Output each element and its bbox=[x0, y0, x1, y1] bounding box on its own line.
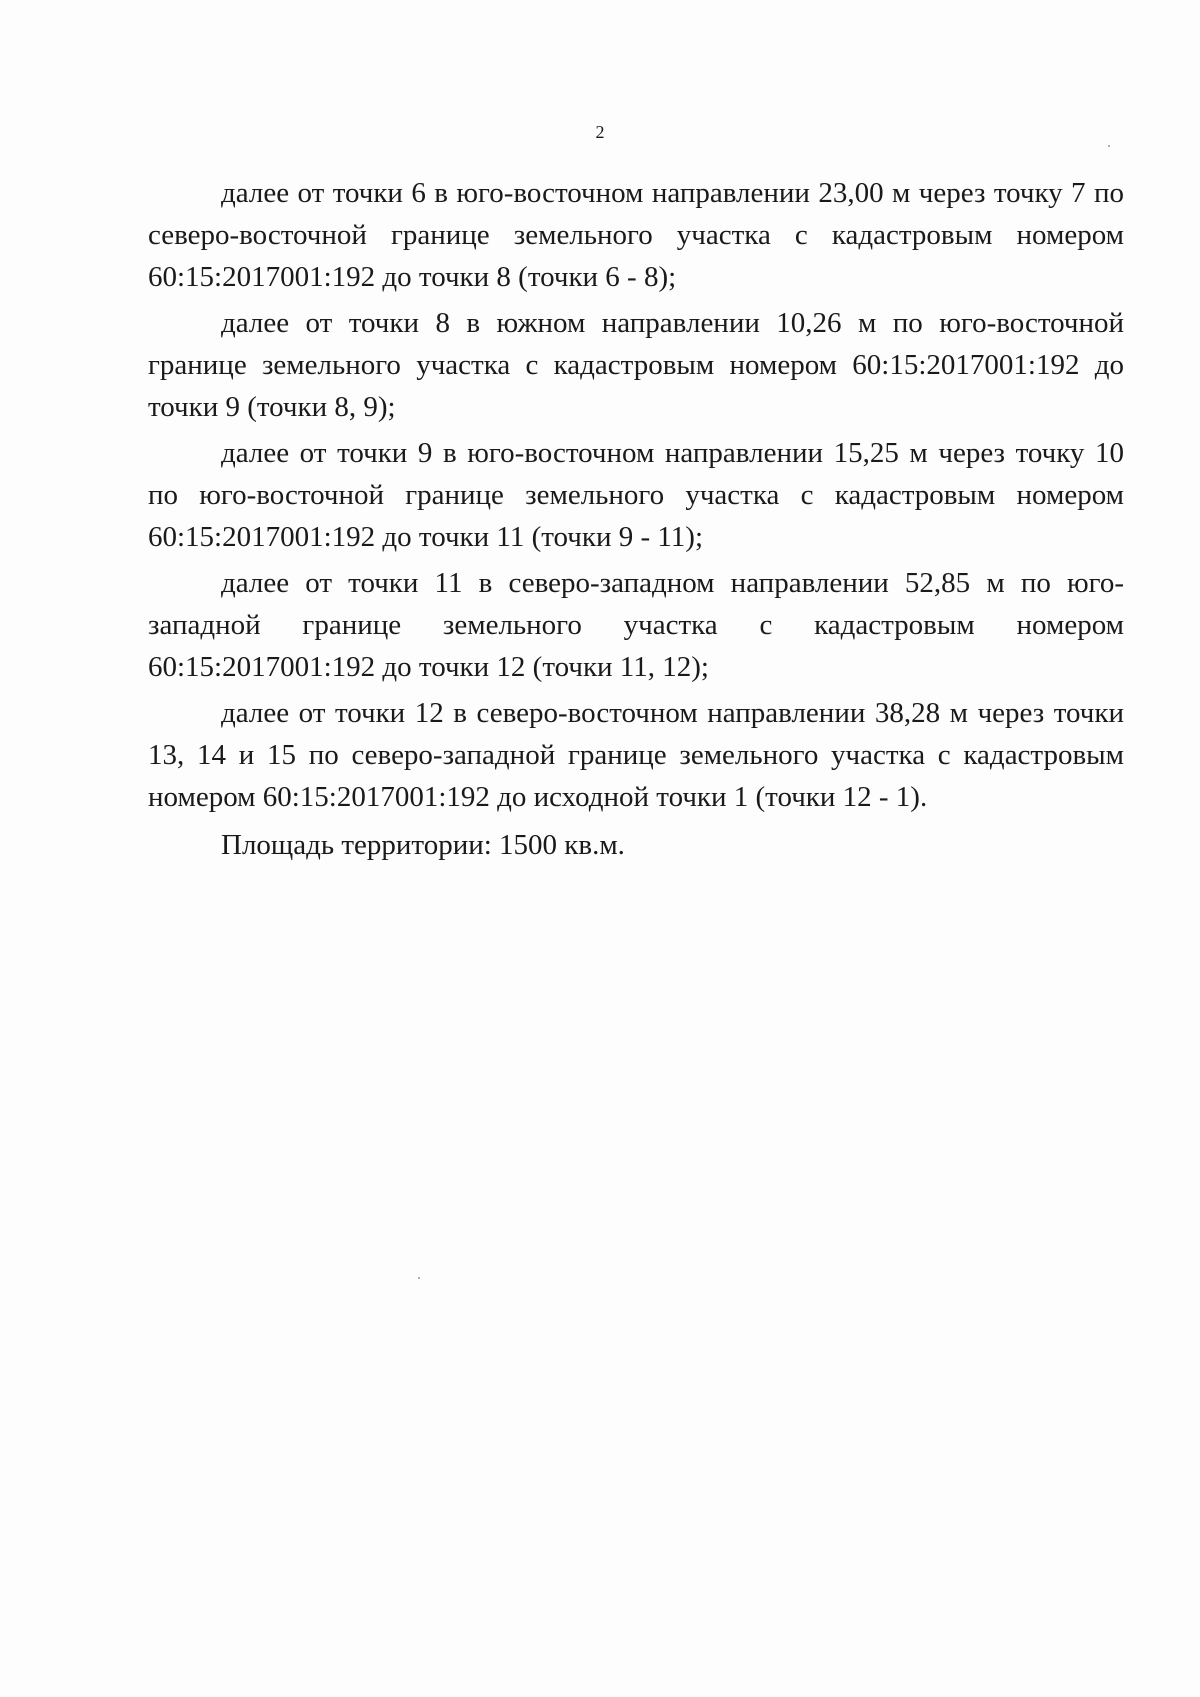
scan-speck bbox=[418, 1277, 420, 1279]
scan-speck bbox=[1108, 145, 1110, 147]
boundary-paragraph: далее от точки 9 в юго-восточном направлении 15,25 м через точку 10 по юго-восточной границе земельного участка с кадастровым номером 60:15:2017001:192 до точки 11 (точки 9 - 11); bbox=[148, 437, 1124, 553]
boundary-paragraph: далее от точки 11 в северо-западном направлении 52,85 м по юго-западной границе земельного участка с кадастровым номером 60:15:2017001:192 до точки 12 (точки 11, 12); bbox=[148, 567, 1124, 683]
boundary-paragraph: далее от точки 12 в северо-восточном направлении 38,28 м через точки 13, 14 и 15 по северо-западной границе земельного участка с кадастровым номером 60:15:2017001:192 до исходной точки 1 (точки 12 - 1). bbox=[148, 697, 1124, 813]
document-body bbox=[148, 172, 1124, 870]
page-number: 2 bbox=[595, 122, 605, 142]
boundary-paragraph: далее от точки 8 в южном направлении 10,26 м по юго-восточной границе земельного участка с кадастровым номером 60:15:2017001:192 до точки 9 (точки 8, 9); bbox=[148, 307, 1124, 423]
boundary-paragraph: далее от точки 6 в юго-восточном направлении 23,00 м через точку 7 по северо-восточной границе земельного участка с кадастровым номером 60:15:2017001:192 до точки 8 (точки 6 - 8); bbox=[148, 177, 1124, 293]
territory-area-line: Площадь территории: 1500 кв.м. bbox=[221, 829, 625, 861]
